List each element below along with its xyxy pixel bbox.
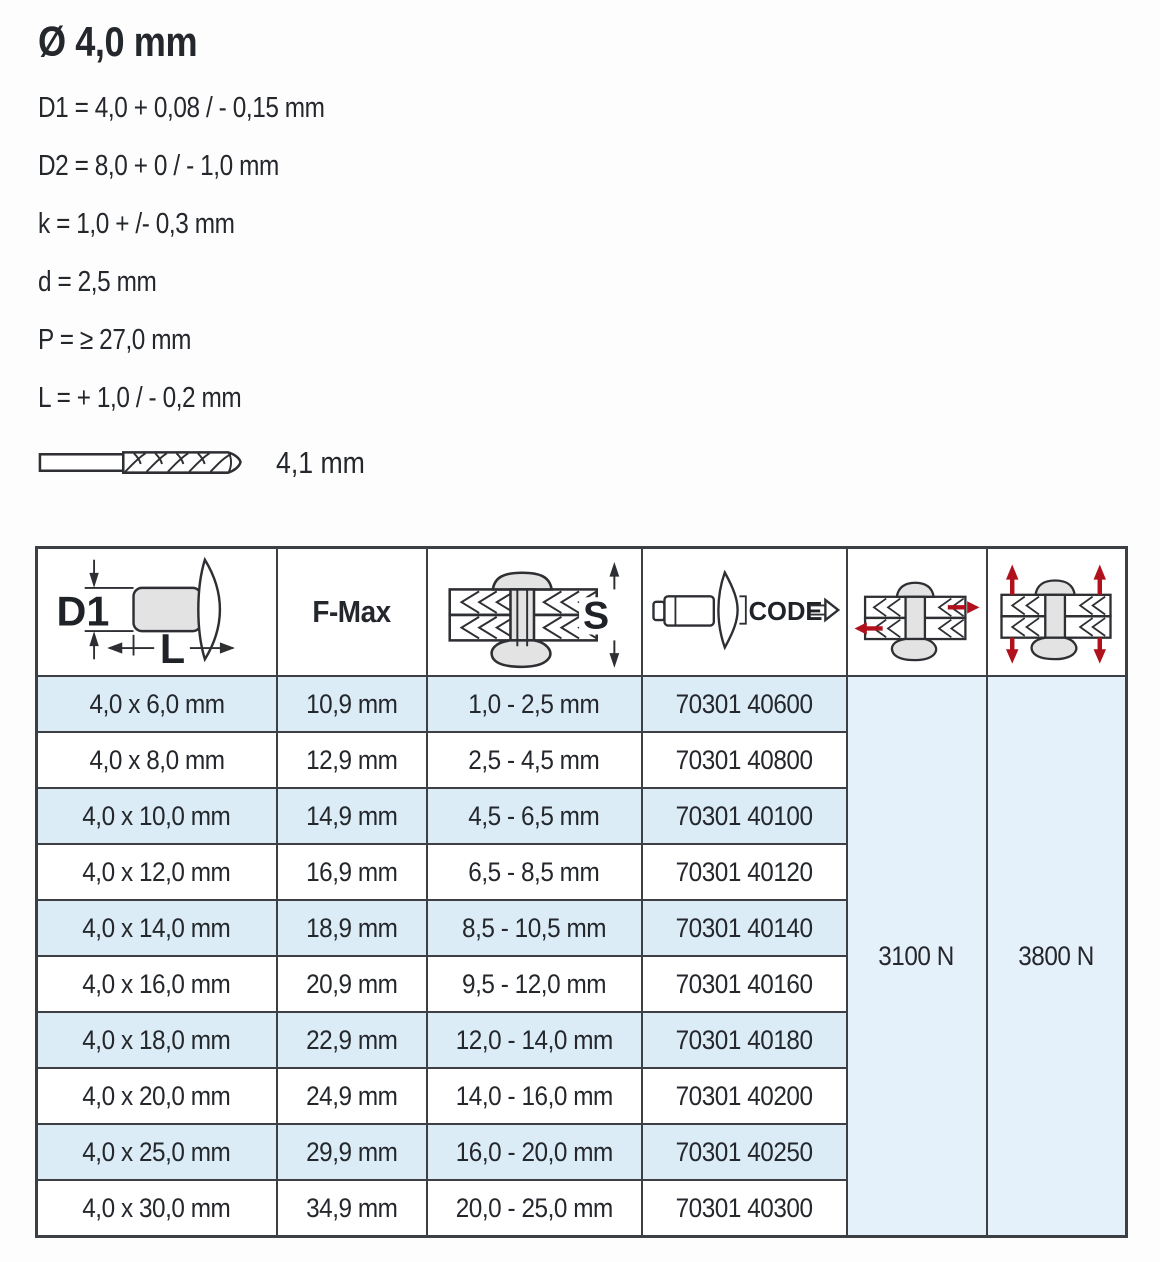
cell-fmax: 14,9 mm	[277, 788, 427, 844]
rivet-spec-table	[35, 546, 1128, 1238]
cell-fmax: 18,9 mm	[277, 900, 427, 956]
cell-code: 70301 40140	[642, 900, 847, 956]
spec-line-d: d = 2,5 mm	[38, 266, 157, 298]
cell-size: 4,0 x 6,0 mm	[37, 676, 277, 732]
table-header-row	[37, 548, 1127, 677]
cell-size: 4,0 x 10,0 mm	[37, 788, 277, 844]
cell-grip: 12,0 - 14,0 mm	[427, 1012, 642, 1068]
grip-range-icon	[436, 550, 632, 670]
spec-line-p: P = ≥ 27,0 mm	[38, 324, 192, 356]
shear-strength-icon	[851, 556, 983, 664]
tensile-strength-icon	[989, 555, 1123, 665]
spec-line-k: k = 1,0 + /- 0,3 mm	[38, 208, 235, 240]
header-grip-range	[427, 548, 642, 677]
dim-d1-label: D1	[56, 588, 110, 635]
cell-fmax: 12,9 mm	[277, 732, 427, 788]
rivet-dimensions-icon	[49, 552, 265, 667]
cell-code: 70301 40160	[642, 956, 847, 1012]
dim-l-label: L	[159, 626, 185, 667]
cell-code: 70301 40800	[642, 732, 847, 788]
cell-fmax: 24,9 mm	[277, 1068, 427, 1124]
spec-line-d2: D2 = 8,0 + 0 / - 1,0 mm	[38, 150, 279, 182]
cell-grip: 9,5 - 12,0 mm	[427, 956, 642, 1012]
cell-size: 4,0 x 25,0 mm	[37, 1124, 277, 1180]
table-row	[37, 676, 1127, 732]
page-title: Ø 4,0 mm	[38, 18, 198, 65]
cell-code: 70301 40180	[642, 1012, 847, 1068]
fmax-label: F-Max	[312, 594, 391, 629]
cell-size: 4,0 x 20,0 mm	[37, 1068, 277, 1124]
cell-shear-strength: 3100 N	[847, 676, 987, 1237]
cell-fmax: 16,9 mm	[277, 844, 427, 900]
drill-size-label: 4,1 mm	[276, 445, 365, 480]
cell-grip: 2,5 - 4,5 mm	[427, 732, 642, 788]
spec-line-l: L = + 1,0 / - 0,2 mm	[38, 382, 242, 414]
cell-size: 4,0 x 14,0 mm	[37, 900, 277, 956]
cell-fmax: 34,9 mm	[277, 1180, 427, 1237]
header-code	[642, 548, 847, 677]
header-dimensions	[37, 548, 277, 677]
header-fmax	[277, 548, 427, 677]
cell-code: 70301 40100	[642, 788, 847, 844]
cell-grip: 8,5 - 10,5 mm	[427, 900, 642, 956]
cell-code: 70301 40200	[642, 1068, 847, 1124]
header-shear-strength	[847, 548, 987, 677]
cell-size: 4,0 x 16,0 mm	[37, 956, 277, 1012]
cell-grip: 1,0 - 2,5 mm	[427, 676, 642, 732]
cell-fmax: 10,9 mm	[277, 676, 427, 732]
cell-grip: 4,5 - 6,5 mm	[427, 788, 642, 844]
header-tensile-strength	[987, 548, 1127, 677]
spec-line-d1: D1 = 4,0 + 0,08 / - 0,15 mm	[38, 92, 325, 124]
cell-size: 4,0 x 18,0 mm	[37, 1012, 277, 1068]
cell-fmax: 20,9 mm	[277, 956, 427, 1012]
drill-bit-icon	[38, 441, 256, 485]
cell-size: 4,0 x 8,0 mm	[37, 732, 277, 788]
grip-s-label: S	[583, 594, 610, 638]
cell-code: 70301 40120	[642, 844, 847, 900]
cell-code: 70301 40250	[642, 1124, 847, 1180]
cell-fmax: 29,9 mm	[277, 1124, 427, 1180]
cell-grip: 20,0 - 25,0 mm	[427, 1180, 642, 1237]
cell-grip: 6,5 - 8,5 mm	[427, 844, 642, 900]
cell-code: 70301 40600	[642, 676, 847, 732]
drill-size-row	[38, 440, 1160, 486]
cell-fmax: 22,9 mm	[277, 1012, 427, 1068]
cell-grip: 14,0 - 16,0 mm	[427, 1068, 642, 1124]
spec-list	[38, 92, 1160, 415]
cell-tensile-strength: 3800 N	[987, 676, 1127, 1237]
cell-size: 4,0 x 30,0 mm	[37, 1180, 277, 1237]
code-icon	[648, 554, 840, 666]
cell-grip: 16,0 - 20,0 mm	[427, 1124, 642, 1180]
cell-code: 70301 40300	[642, 1180, 847, 1237]
code-label: CODE	[748, 597, 823, 626]
cell-size: 4,0 x 12,0 mm	[37, 844, 277, 900]
